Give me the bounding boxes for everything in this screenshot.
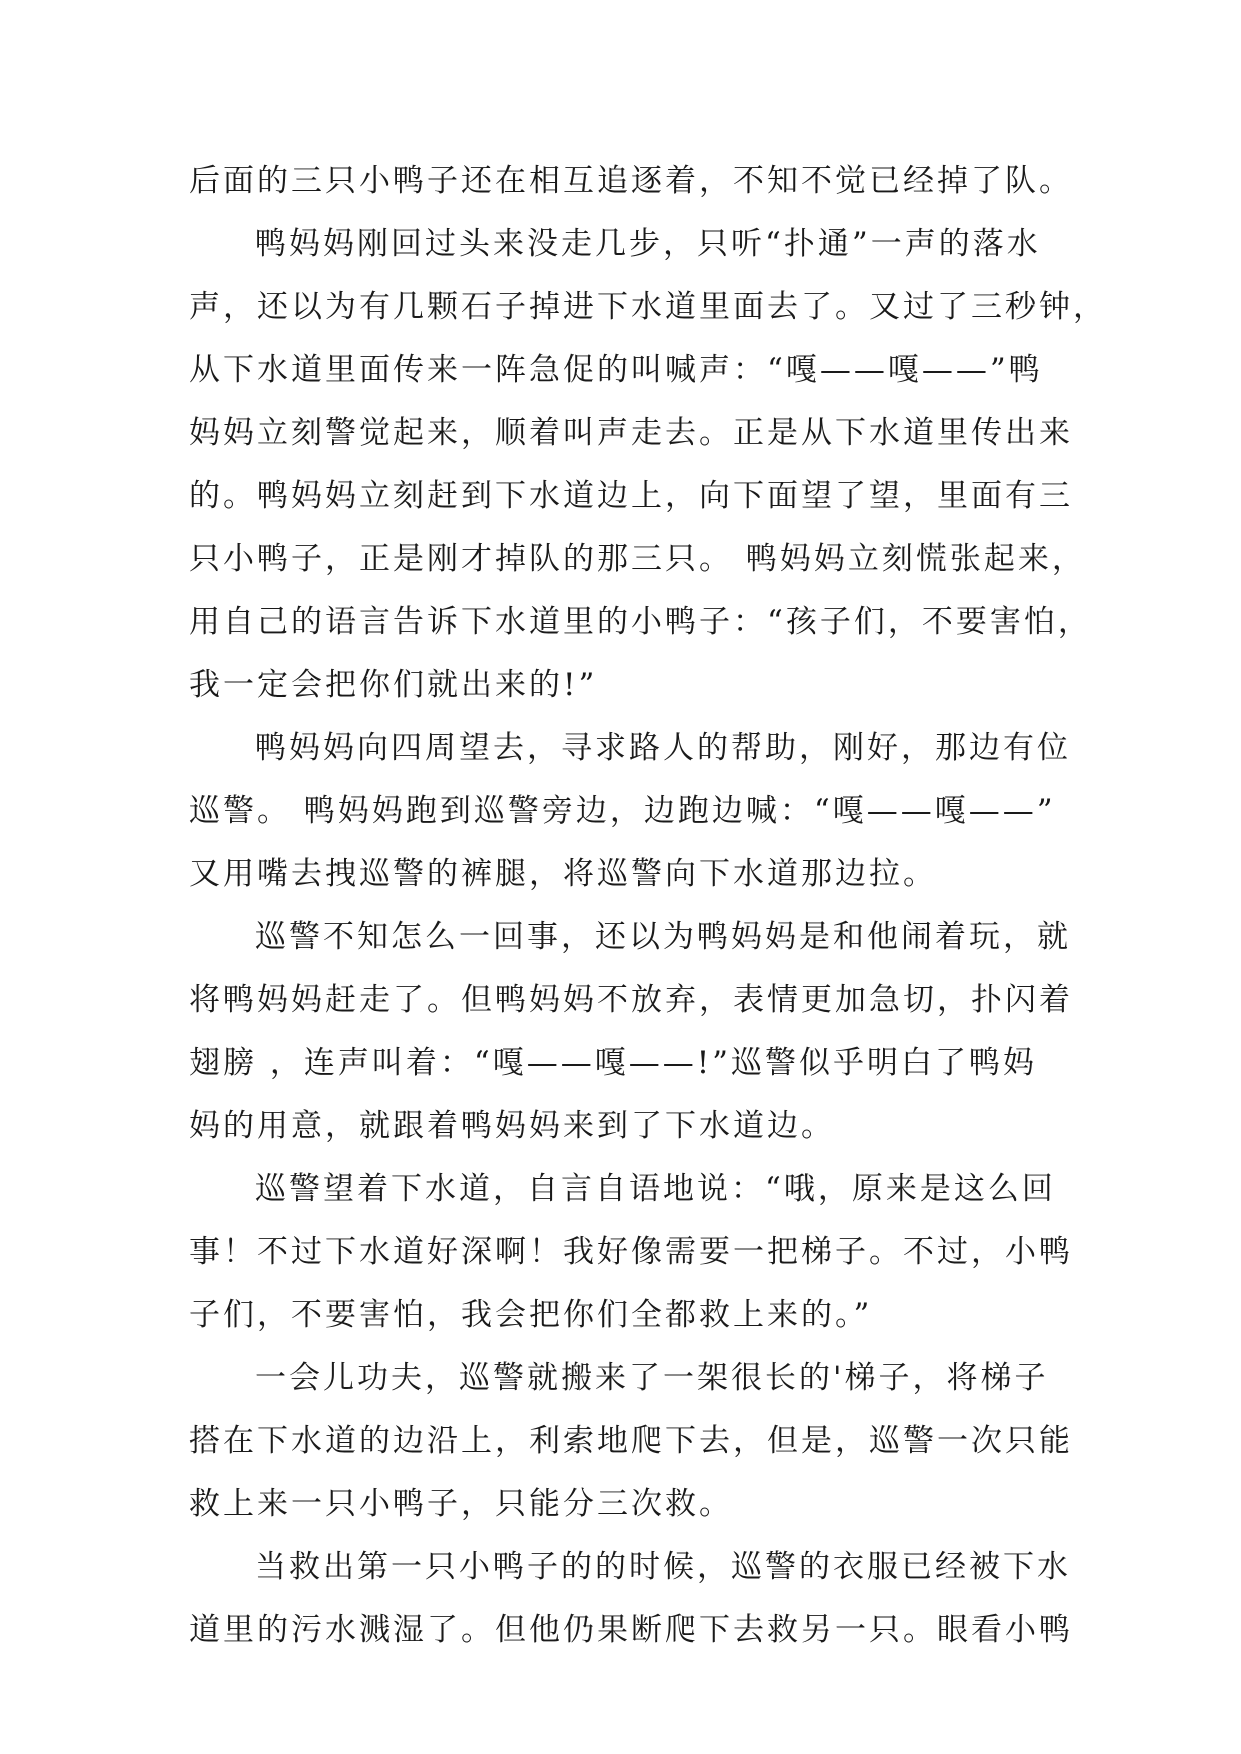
text-line: 我一定会把你们就出来的!” xyxy=(189,667,598,703)
text-line: 用自己的语言告诉下水道里的小鸭子：“孩子们，不要害怕， xyxy=(189,604,1092,640)
text-line: 声，还以为有几颗石子掉进下水道里面去了。又过了三秒钟， xyxy=(189,289,1107,325)
text-line: 妈妈立刻警觉起来，顺着叫声走去。正是从下水道里传出来 xyxy=(189,415,1073,451)
text-line: 的。鸭妈妈立刻赶到下水道边上，向下面望了望，里面有三 xyxy=(189,478,1073,514)
text-line: 将鸭妈妈赶走了。但鸭妈妈不放弃，表情更加急切，扑闪着 xyxy=(189,982,1073,1018)
text-line: 子们，不要害怕，我会把你们全都救上来的。” xyxy=(189,1297,873,1333)
text-line: 从下水道里面传来一阵急促的叫喊声：“嘎——嘎——”鸭 xyxy=(189,352,1043,388)
text-line: 当救出第一只小鸭子的的时候，巡警的衣服已经被下水 xyxy=(255,1549,1071,1585)
text-line: 一会儿功夫，巡警就搬来了一架很长的'梯子，将梯子 xyxy=(255,1360,1049,1396)
text-line: 道里的污水溅湿了。但他仍果断爬下去救另一只。眼看小鸭 xyxy=(189,1612,1073,1648)
text-line: 只小鸭子，正是刚才掉队的那三只。 鸭妈妈立刻慌张起来， xyxy=(189,541,1086,577)
text-line: 翅膀 ，连声叫着：“嘎——嘎——!”巡警似乎明白了鸭妈 xyxy=(189,1045,1038,1081)
text-line: 后面的三只小鸭子还在相互追逐着，不知不觉已经掉了队。 xyxy=(189,163,1073,199)
text-line: 鸭妈妈向四周望去，寻求路人的帮助，刚好，那边有位 xyxy=(255,730,1071,766)
text-line: 妈的用意，就跟着鸭妈妈来到了下水道边。 xyxy=(189,1108,835,1144)
text-line: 巡警望着下水道，自言自语地说：“哦，原来是这么回 xyxy=(255,1171,1056,1207)
text-line: 鸭妈妈刚回过头来没走几步，只听“扑通”一声的落水 xyxy=(255,226,1041,262)
text-line: 巡警。 鸭妈妈跑到巡警旁边，边跑边喊：“嘎——嘎——” xyxy=(189,793,1056,829)
document-body xyxy=(189,150,1107,1662)
text-line: 搭在下水道的边沿上，利索地爬下去，但是，巡警一次只能 xyxy=(189,1423,1073,1459)
text-line: 事！不过下水道好深啊！我好像需要一把梯子。不过，小鸭 xyxy=(189,1234,1073,1270)
text-line: 巡警不知怎么一回事，还以为鸭妈妈是和他闹着玩，就 xyxy=(255,919,1071,955)
text-line: 又用嘴去拽巡警的裤腿，将巡警向下水道那边拉。 xyxy=(189,856,937,892)
text-line: 救上来一只小鸭子，只能分三次救。 xyxy=(189,1486,733,1522)
